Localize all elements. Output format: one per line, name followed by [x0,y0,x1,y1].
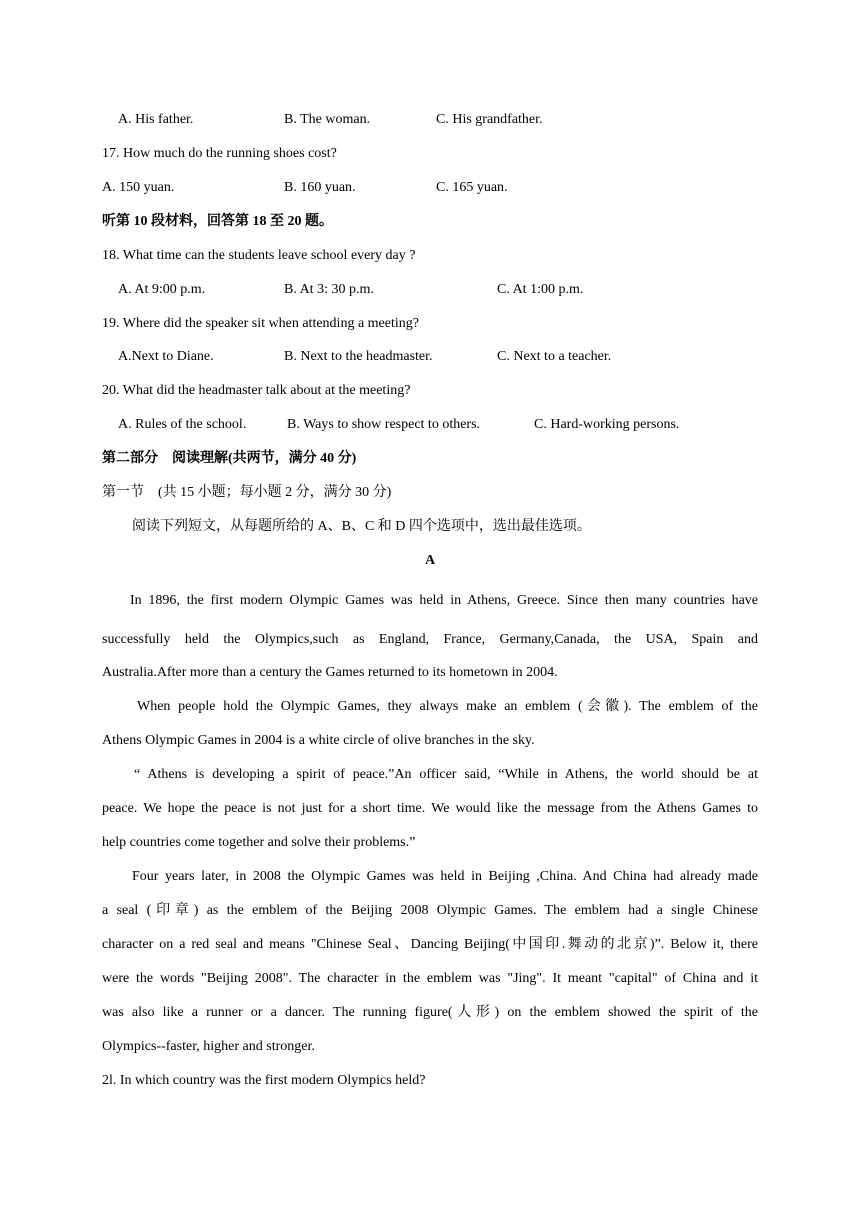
q17-option-b: B. 160 yuan. [284,180,356,195]
passage-p2-line2: Athens Olympic Games in 2004 is a white circle of olive branches in the sky. [102,733,535,748]
q17-question: 17. How much do the running shoes cost? [102,146,337,161]
passage-p4-line4: were the words "Beijing 2008". The character in the emblem was "Jing". It meant "capital" of China and it [102,971,758,986]
q19-question: 19. Where did the speaker sit when attending a meeting? [102,316,419,331]
section1-heading: 第一节 (共 15 小题；每小题 2 分，满分 30 分) [102,485,392,500]
q19-option-a: A.Next to Diane. [118,349,214,364]
q20-question: 20. What did the headmaster talk about at the meeting? [102,383,411,398]
q20-option-c: C. Hard-working persons. [534,417,680,432]
q20-option-b: B. Ways to show respect to others. [287,417,481,432]
part2-heading: 第二部分 阅读理解(共两节，满分 40 分) [102,451,357,466]
q18-option-c: C. At 1:00 p.m. [497,282,584,297]
passage-p4-line2: a seal (印章) as the emblem of the Beijing 2008 Olympic Games. The emblem had a single Chinese [102,903,758,918]
passage-p1-line1: In 1896, the first modern Olympic Games was held in Athens, Greece. Since then many countries have [130,593,758,608]
q19-option-b: B. Next to the headmaster. [284,349,433,364]
passage-p3-line1: “ Athens is developing a spirit of peace.”An officer said, “While in Athens, the world should be at [134,767,758,782]
section10-instruction: 听第 10 段材料，回答第 18 至 20 题。 [102,214,333,229]
passage-p1-line3: Australia.After more than a century the Games returned to its hometown in 2004. [102,665,558,680]
q16-option-a: A. His father. [118,112,194,127]
q16-option-b: B. The woman. [284,112,371,127]
passage-p4-line3: character on a red seal and means "Chinese Seal、Dancing Beijing(中国印.舞动的北京)”. Below it, there [102,937,758,952]
passage-p1-line2: successfully held the Olympics,such as England, France, Germany,Canada, the USA, Spain and [102,632,758,647]
q18-option-a: A. At 9:00 p.m. [118,282,206,297]
passage-p3-line2: peace. We hope the peace is not just for a short time. We would like the message from the Athens Games to [102,801,758,816]
q20-option-a: A. Rules of the school. [118,417,247,432]
passage-p4-line5: was also like a runner or a dancer. The running figure(人形) on the emblem showed the spirit of the [102,1005,758,1020]
passage-p2-line1: When people hold the Olympic Games, they always make an emblem (会徽). The emblem of the [137,699,758,714]
q19-option-c: C. Next to a teacher. [497,349,612,364]
passage-p3-line3: help countries come together and solve their problems.” [102,835,416,850]
q21-question: 2l. In which country was the first modern Olympics held? [102,1073,426,1088]
q17-option-a: A. 150 yuan. [102,180,175,195]
passage-label: A [424,553,436,568]
q18-option-b: B. At 3: 30 p.m. [284,282,374,297]
passage-p4-line6: Olympics--faster, higher and stronger. [102,1039,315,1054]
q17-option-c: C. 165 yuan. [436,180,508,195]
passage-p4-line1: Four years later, in 2008 the Olympic Games was held in Beijing ,China. And China had already made [132,869,758,884]
reading-instruction: 阅读下列短文，从每题所给的 A、B、C 和 D 四个选项中，选出最佳选项。 [132,519,591,534]
q18-question: 18. What time can the students leave school every day ? [102,248,416,263]
q16-option-c: C. His grandfather. [436,112,543,127]
